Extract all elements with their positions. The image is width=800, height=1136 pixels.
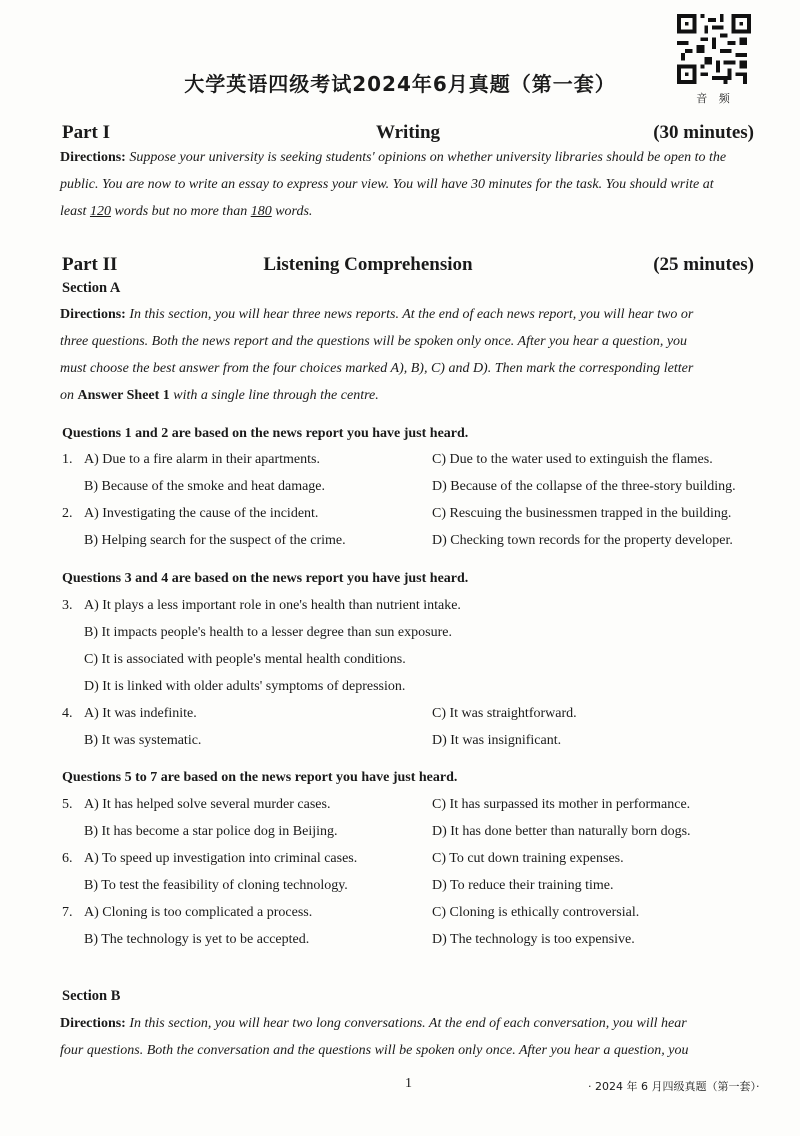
option-c: C) Cloning is ethically controversial.: [432, 905, 640, 920]
qr-code-icon: [676, 14, 752, 84]
option-d: D) Checking town records for the property developer.: [432, 533, 733, 548]
option-a: A) It was indefinite.: [84, 706, 197, 721]
part2-label: Part II: [62, 254, 118, 275]
option-a: A) Investigating the cause of the incident.: [84, 506, 319, 521]
directions-line: Suppose your university is seeking students' opinions on whether university libraries should be open to the: [129, 150, 727, 165]
option-d: D) It has done better than naturally born dogs.: [432, 824, 691, 839]
directions-line: least 120 words but no more than 180 words.: [60, 204, 313, 219]
section-a-directions: Directions: In this section, you will hear three news reports. At the end of each news report, you will hear two or three questions. Both the news report and the questions will be spoken only once. After you hear a question, you must choose the best answer from the four choices marked A), B), C) and D). Then mark the corresponding letter on Answer Sheet 1 with a single line through the centre.: [60, 307, 694, 403]
max-words: 180: [250, 204, 272, 219]
page-number: 1: [405, 1076, 412, 1091]
section-b-directions: Directions: In this section, you will hear two long conversations. At the end of each conversation, you will hear four questions. Both the conversation and the questions will be spoken only once. After you hear a question, you: [60, 1016, 689, 1058]
directions-line: public. You are now to write an essay to express your view. You will have 30 minutes for the task. You should write at: [60, 177, 714, 192]
part2-header: [62, 254, 754, 280]
option-a: A) It plays a less important role in one's health than nutrient intake.: [84, 598, 461, 613]
question-number: 4.: [62, 706, 73, 721]
section-a-heading: Section A: [62, 280, 121, 296]
question-number: 1.: [62, 452, 73, 467]
option-b: B) Because of the smoke and heat damage.: [84, 479, 326, 494]
option-c: C) Rescuing the businessmen trapped in the building.: [432, 506, 732, 521]
option-a: A) Cloning is too complicated a process.: [84, 905, 313, 920]
option-d: D) Because of the collapse of the three-story building.: [432, 479, 736, 494]
directions-label: Directions:: [60, 150, 126, 165]
part2-time: (25 minutes): [653, 254, 754, 275]
question-group-heading: Questions 5 to 7 are based on the news report you have just heard.: [62, 770, 458, 785]
qr-label: 音 频: [696, 92, 734, 105]
question-number: 3.: [62, 598, 73, 613]
min-words: 120: [89, 204, 111, 219]
option-d: D) It is linked with older adults' symptoms of depression.: [84, 679, 406, 694]
option-c: C) To cut down training expenses.: [432, 851, 624, 866]
option-b: B) The technology is yet to be accepted.: [84, 932, 310, 947]
option-b: B) It impacts people's health to a lesser degree than sun exposure.: [84, 625, 452, 640]
question-number: 7.: [62, 905, 73, 920]
option-d: D) It was insignificant.: [432, 733, 562, 748]
part1-name: Writing: [375, 122, 441, 143]
option-a: A) To speed up investigation into criminal cases.: [84, 851, 358, 866]
part1-time: (30 minutes): [653, 122, 754, 143]
option-b: B) It was systematic.: [84, 733, 202, 748]
part2-name: Listening Comprehension: [263, 254, 473, 275]
question-group-heading: Questions 1 and 2 are based on the news report you have just heard.: [62, 426, 469, 441]
option-c: C) Due to the water used to extinguish the flames.: [432, 452, 713, 467]
page-title: 大学英语四级考试2024年6月真题（第一套）: [184, 72, 616, 96]
option-a: A) Due to a fire alarm in their apartments.: [84, 452, 320, 467]
question-number: 2.: [62, 506, 73, 521]
option-c: C) It has surpassed its mother in performance.: [432, 797, 691, 812]
option-b: B) Helping search for the suspect of the crime.: [84, 533, 346, 548]
option-a: A) It has helped solve several murder cases.: [84, 797, 331, 812]
section-b-heading: Section B: [62, 988, 121, 1004]
footer-caption: · 2024 年 6 月四级真题（第一套）·: [588, 1080, 760, 1093]
directions-label: Directions:: [60, 1016, 126, 1031]
option-d: D) The technology is too expensive.: [432, 932, 635, 947]
option-c: C) It is associated with people's mental health conditions.: [84, 652, 406, 667]
question-number: 5.: [62, 797, 73, 812]
option-d: D) To reduce their training time.: [432, 878, 614, 893]
option-b: B) To test the feasibility of cloning technology.: [84, 878, 348, 893]
option-c: C) It was straightforward.: [432, 706, 577, 721]
directions-label: Directions:: [60, 307, 126, 322]
option-b: B) It has become a star police dog in Beijing.: [84, 824, 338, 839]
part1-directions: [60, 144, 760, 225]
part1-label: Part I: [62, 122, 111, 143]
question-group-heading: Questions 3 and 4 are based on the news report you have just heard.: [62, 571, 469, 586]
question-number: 6.: [62, 851, 73, 866]
